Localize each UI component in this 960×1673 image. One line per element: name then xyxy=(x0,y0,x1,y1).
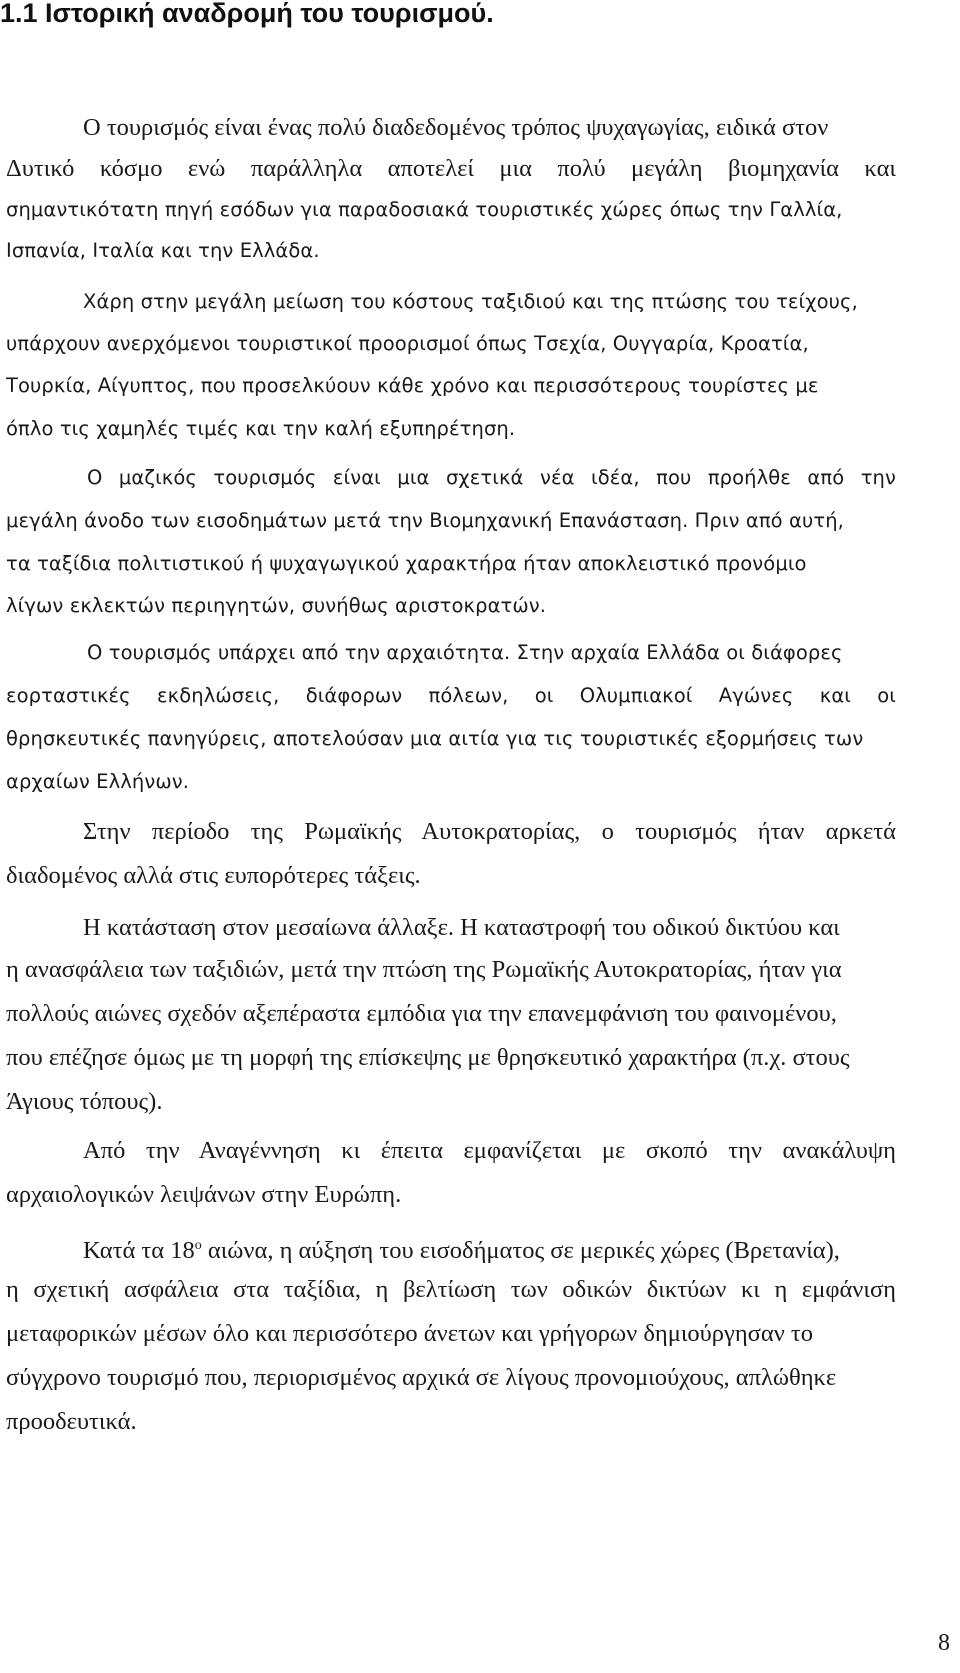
body-line: που επέζησε όμως με τη μορφή της επίσκεψης με θρησκευτικό χαρακτήρα (π.χ. στους xyxy=(6,1044,850,1071)
body-line: τα ταξίδια πολιτιστικού ή ψυχαγωγικού χαρακτήρα ήταν αποκλειστικό προνόμιο xyxy=(6,552,807,575)
body-line xyxy=(83,1226,840,1271)
body-line: Χάρη στην μεγάλη μείωση του κόστους ταξιδιού και της πτώσης του τείχους, xyxy=(83,290,858,313)
body-line: όπλο τις χαμηλές τιμές και την καλή εξυπηρέτηση. xyxy=(6,417,516,440)
body-line: εορταστικές εκδηλώσεις, διάφορων πόλεων, οι Ολυμπιακοί Αγώνες και οι xyxy=(6,684,896,707)
body-line: Ο μαζικός τουρισμός είναι μια σχετικά νέα ιδέα, που προήλθε από την xyxy=(87,466,896,489)
body-line: σημαντικότατη πηγή εσόδων για παραδοσιακά τουριστικές χώρες όπως την Γαλλία, xyxy=(6,198,843,221)
body-line: λίγων εκλεκτών περιηγητών, συνήθως αριστοκρατών. xyxy=(6,594,547,617)
page-number: 8 xyxy=(938,1630,950,1656)
body-line: Τουρκία, Αίγυπτος, που προσελκύουν κάθε χρόνο και περισσότερους τουρίστες με xyxy=(6,374,819,397)
body-line-end: αιώνα, η αύξηση του εισοδήματος σε μερικές χώρες (Βρετανία), xyxy=(207,1237,840,1265)
body-line: Στην περίοδο της Ρωμαϊκής Αυτοκρατορίας, ο τουρισμός ήταν αρκετά xyxy=(83,818,896,845)
body-line: πολλούς αιώνες σχεδόν αξεπέραστα εμπόδια για την επανεμφάνιση του φαινομένου, xyxy=(6,1000,837,1027)
body-line: Ο τουρισμός υπάρχει από την αρχαιότητα. Στην αρχαία Ελλάδα οι διάφορες xyxy=(87,641,843,664)
body-line: υπάρχουν ανερχόμενοι τουριστικοί προορισμοί όπως Τσεχία, Ουγγαρία, Κροατία, xyxy=(6,332,809,355)
body-line: Άγιους τόπους). xyxy=(6,1088,163,1115)
body-line: Ο τουρισμός είναι ένας πολύ διαδεδομένος τρόπος ψυχαγωγίας, ειδικά στον xyxy=(83,114,829,141)
body-line-start: Κατά τα 18 xyxy=(83,1237,195,1265)
body-line: η σχετική ασφάλεια στα ταξίδια, η βελτίωση των οδικών δικτύων κι η εμφάνιση xyxy=(6,1276,896,1303)
body-line: αρχαίων Ελλήνων. xyxy=(6,770,190,793)
body-line: μεγάλη άνοδο των εισοδημάτων μετά την Βιομηχανική Επανάσταση. Πριν από αυτή, xyxy=(6,509,844,532)
ordinal-superscript: ο xyxy=(194,1238,202,1253)
section-heading: 1.1 Ιστορική αναδρομή του τουρισμού. xyxy=(0,0,494,28)
body-line: Η κατάσταση στον μεσαίωνα άλλαξε. Η καταστροφή του οδικού δικτύου και xyxy=(83,914,840,941)
body-line: Ισπανία, Ιταλία και την Ελλάδα. xyxy=(6,239,320,262)
body-line: αρχαιολογικών λειψάνων στην Ευρώπη. xyxy=(6,1181,402,1208)
body-line: θρησκευτικές πανηγύρεις, αποτελούσαν μια αιτία για τις τουριστικές εξορμήσεις των xyxy=(6,727,864,750)
body-line: η ανασφάλεια των ταξιδιών, μετά την πτώση της Ρωμαϊκής Αυτοκρατορίας, ήταν για xyxy=(6,956,842,983)
body-line: μεταφορικών μέσων όλο και περισσότερο άνετων και γρήγορων δημιούργησαν το xyxy=(6,1320,814,1347)
body-line: Από την Αναγέννηση κι έπειτα εμφανίζεται με σκοπό την ανακάλυψη xyxy=(83,1137,896,1164)
body-line: σύγχρονο τουρισμό που, περιορισμένος αρχικά σε λίγους προνομιούχους, απλώθηκε xyxy=(6,1364,837,1391)
body-line: διαδομένος αλλά στις ευπορότερες τάξεις. xyxy=(6,862,421,889)
body-line: προοδευτικά. xyxy=(6,1408,137,1435)
body-line: Δυτικό κόσμο ενώ παράλληλα αποτελεί μια πολύ μεγάλη βιομηχανία και xyxy=(6,155,896,182)
